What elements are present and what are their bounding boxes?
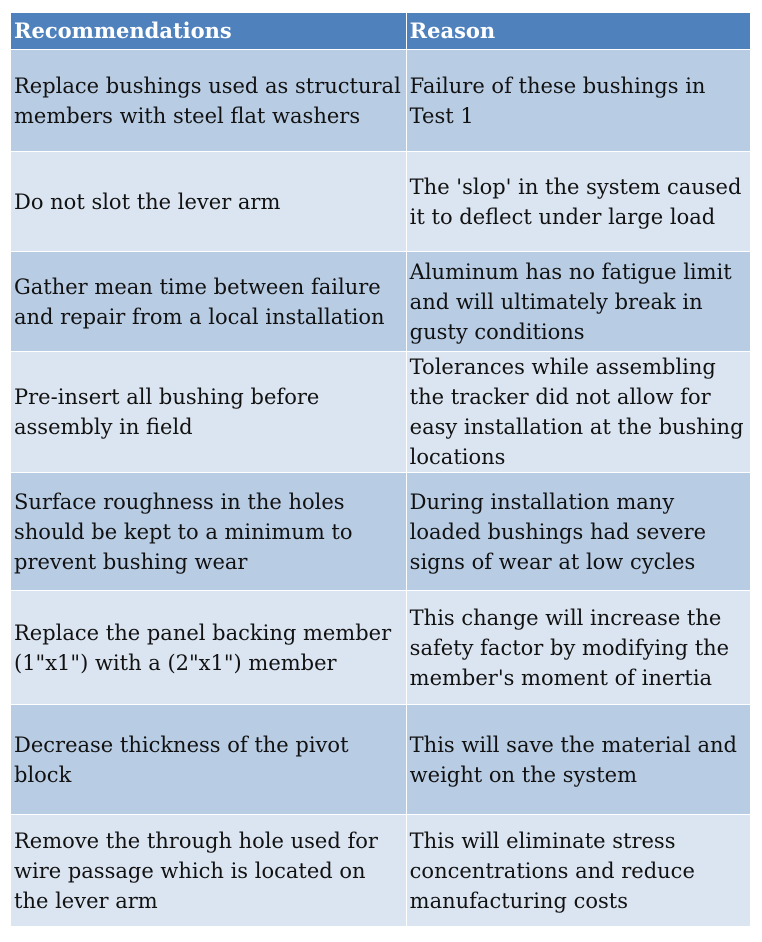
table-row	[11, 705, 751, 815]
reason-cell: The 'slop' in the system caused it to deflect under large load	[406, 152, 750, 252]
table-row	[11, 473, 751, 591]
recommendation-cell: Do not slot the lever arm	[11, 152, 407, 252]
reason-cell: This will save the material and weight on the system	[406, 705, 750, 815]
table-row	[11, 252, 751, 352]
recommendation-cell: Decrease thickness of the pivot block	[11, 705, 407, 815]
table-row	[11, 152, 751, 252]
table-row	[11, 50, 751, 152]
reason-cell: Aluminum has no fatigue limit and will ultimately break in gusty conditions	[406, 252, 750, 352]
table-row	[11, 591, 751, 705]
reason-cell: This will eliminate stress concentrations and reduce manufacturing costs	[406, 815, 750, 927]
recommendation-cell: Replace bushings used as structural members with steel flat washers	[11, 50, 407, 152]
recommendations-table	[10, 12, 751, 927]
reason-cell: Failure of these bushings in Test 1	[406, 50, 750, 152]
header-reason: Reason	[406, 13, 750, 50]
recommendation-cell: Remove the through hole used for wire passage which is located on the lever arm	[11, 815, 407, 927]
header-recommendations: Recommendations	[11, 13, 407, 50]
recommendation-cell: Pre-insert all bushing before assembly in field	[11, 352, 407, 473]
recommendation-cell: Replace the panel backing member (1"x1") with a (2"x1") member	[11, 591, 407, 705]
table-row	[11, 352, 751, 473]
table-row	[11, 815, 751, 927]
header-row	[11, 13, 751, 50]
recommendation-cell: Surface roughness in the holes should be kept to a minimum to prevent bushing wear	[11, 473, 407, 591]
recommendation-cell: Gather mean time between failure and repair from a local installation	[11, 252, 407, 352]
reason-cell: This change will increase the safety factor by modifying the member's moment of inertia	[406, 591, 750, 705]
reason-cell: Tolerances while assembling the tracker did not allow for easy installation at the bushing locations	[406, 352, 750, 473]
reason-cell: During installation many loaded bushings had severe signs of wear at low cycles	[406, 473, 750, 591]
